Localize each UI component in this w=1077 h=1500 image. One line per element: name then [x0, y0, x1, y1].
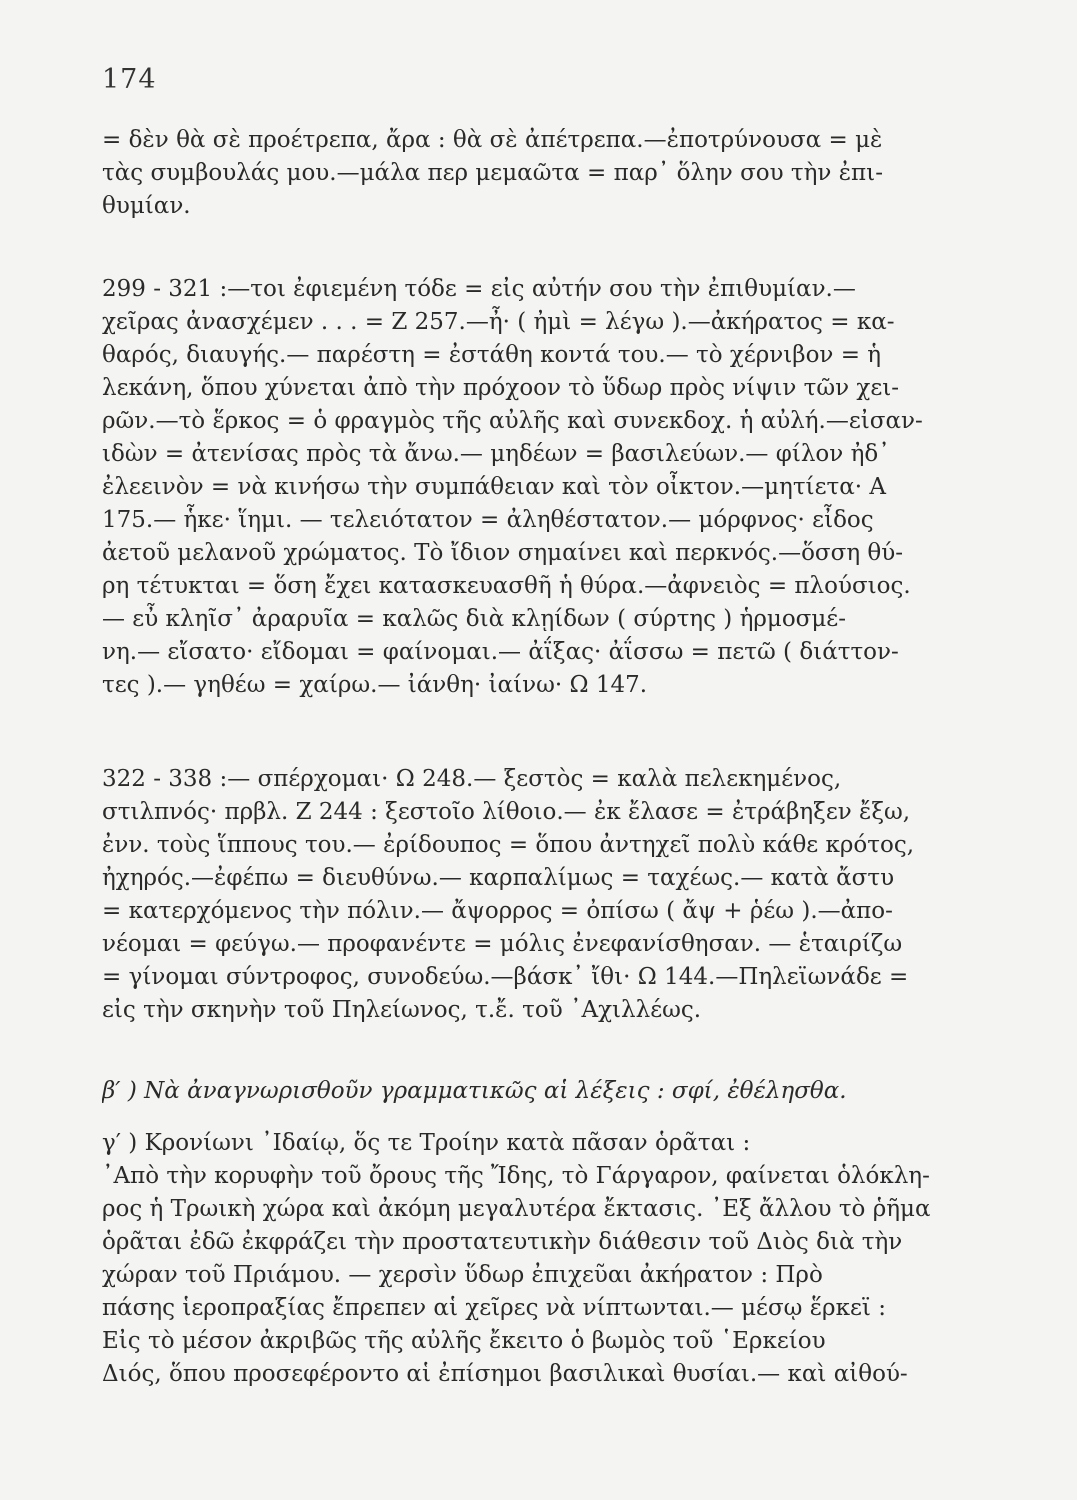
text-line: χώραν τοῦ Πριάμου. — χερσὶν ὕδωρ ἐπιχεῦαι ἀκήρατον : Πρὸ — [102, 1262, 823, 1288]
text-line: ᾿Απὸ τὴν κορυφὴν τοῦ ὄρους τῆς Ἴδης, τὸ Γάργαρον, φαίνεται ὁλόκλη- — [102, 1163, 930, 1189]
text-line: β′ ) Νὰ ἀναγνωρισθοῦν γραμματικῶς αἱ λέξεις : σφί, ἐθέλησθα. — [102, 1078, 847, 1104]
text-line: εἰς τὴν σκηνὴν τοῦ Πηλείωνος, τ.ἔ. τοῦ ᾿Αχιλλέως. — [102, 997, 702, 1023]
text-block-1 — [102, 124, 960, 223]
text-line: στιλπνός· πρβλ. Ζ 244 : ξεστοῖο λίθοιο.— ἐκ ἔλασε = ἐτράβηξεν ἔξω, — [102, 799, 911, 825]
text-line: ρος ἡ Τρωικὴ χώρα καὶ ἀκόμη μεγαλυτέρα ἔκτασις. ᾿Εξ ἄλλου τὸ ῥῆμα — [102, 1196, 931, 1222]
text-line: νη.— εἴσατο· εἴδομαι = φαίνομαι.— ἀΐξας· ἀΐσσω = πετῶ ( διάττον- — [102, 639, 899, 665]
text-line: Εἰς τὸ μέσον ἀκριβῶς τῆς αὐλῆς ἔκειτο ὁ βωμὸς τοῦ ῾Ερκείου — [102, 1328, 826, 1354]
text-line: ἐλεεινὸν = νὰ κινήσω τὴν συμπάθειαν καὶ τὸν οἶκτον.—μητίετα· Α — [102, 474, 886, 500]
text-line: Διός, ὅπου προσεφέροντο αἱ ἐπίσημοι βασιλικαὶ θυσίαι.— καὶ αἰθού- — [102, 1361, 908, 1387]
text-line: 322 - 338 :— σπέρχομαι· Ω 248.— ξεστὸς = καλὰ πελεκημένος, — [102, 766, 842, 792]
text-line: θαρός, διαυγής.— παρέστη = ἐστάθη κοντά του.— τὸ χέρνιβον = ἡ — [102, 342, 882, 368]
text-line: = γίνομαι σύντροφος, συνοδεύω.—βάσκ᾿ ἴθι· Ω 144.—Πηλεϊωνάδε = — [102, 964, 909, 990]
text-line: ρῶν.—τὸ ἕρκος = ὁ φραγμὸς τῆς αὐλῆς καὶ συνεκδοχ. ἡ αὐλή.—εἰσαν- — [102, 408, 923, 434]
page-number: 174 — [102, 64, 157, 95]
text-block-2 — [102, 273, 960, 702]
text-line: — εὖ κληῖσ᾿ ἀραρυῖα = καλῶς διὰ κλῃίδων ( σύρτης ) ἡρμοσμέ- — [102, 606, 846, 632]
text-line: ἐνν. τοὺς ἵππους του.— ἐρίδουπος = ὅπου ἀντηχεῖ πολὺ κάθε κρότος, — [102, 832, 915, 858]
text-line: θυμίαν. — [102, 193, 191, 219]
text-line: ἠχηρός.—ἐφέπω = διευθύνω.— καρπαλίμως = ταχέως.— κατὰ ἄστυ — [102, 865, 895, 891]
text-line: ρη τέτυκται = ὅση ἔχει κατασκευασθῆ ἡ θύρα.—ἀφνειὸς = πλούσιος. — [102, 573, 911, 599]
text-line: = κατερχόμενος τὴν πόλιν.— ἄψορρος = ὀπίσω ( ἄψ + ῥέω ).—ἀπο- — [102, 898, 893, 924]
text-block-3 — [102, 763, 960, 1027]
text-line: 299 - 321 :—τοι ἐφιεμένη τόδε = εἰς αὐτήν σου τὴν ἐπιθυμίαν.— — [102, 276, 856, 302]
text-line: τες ).— γηθέω = χαίρω.— ἰάνθη· ἰαίνω· Ω 147. — [102, 672, 648, 698]
text-line: ὁρᾶται ἐδῶ ἐκφράζει τὴν προστατευτικὴν διάθεσιν τοῦ Διὸς διὰ τὴν — [102, 1229, 903, 1255]
text-line: λεκάνη, ὅπου χύνεται ἀπὸ τὴν πρόχοον τὸ ὕδωρ πρὸς νίψιν τῶν χει- — [102, 375, 900, 401]
text-line: χεῖρας ἀνασχέμεν . . . = Ζ 257.—ἦ· ( ἠμὶ = λέγω ).—ἀκήρατος = κα- — [102, 309, 895, 335]
text-line: ιδὼν = ἀτενίσας πρὸς τὰ ἄνω.— μηδέων = βασιλεύων.— φίλον ἠδ᾿ — [102, 441, 890, 467]
text-line: τὰς συμβουλάς μου.—μάλα περ μεμαῶτα = παρ᾿ ὅλην σου τὴν ἐπι- — [102, 160, 883, 186]
text-line: γ′ ) Κρονίωνι ᾿Ιδαίῳ, ὅς τε Τροίην κατὰ πᾶσαν ὁρᾶται : — [102, 1130, 751, 1156]
text-line: ἀετοῦ μελανοῦ χρώματος. Τὸ ἴδιον σημαίνει καὶ περκνός.—ὅσση θύ- — [102, 540, 904, 566]
text-line: νέομαι = φεύγω.— προφανέντε = μόλις ἐνεφανίσθησαν. — ἑταιρίζω — [102, 931, 903, 957]
text-block-5 — [102, 1127, 960, 1391]
text-line: πάσης ἱεροπραξίας ἔπρεπεν αἱ χεῖρες νὰ νίπτωνται.— μέσῳ ἕρκεϊ : — [102, 1295, 886, 1321]
text-block-4 — [102, 1075, 960, 1108]
text-line: 175.— ἧκε· ἵημι. — τελειότατον = ἀληθέστατον.— μόρφνος· εἶδος — [102, 507, 874, 533]
text-line: = δὲν θὰ σὲ προέτρεπα, ἄρα : θὰ σὲ ἀπέτρεπα.—ἐποτρύνουσα = μὲ — [102, 127, 883, 153]
